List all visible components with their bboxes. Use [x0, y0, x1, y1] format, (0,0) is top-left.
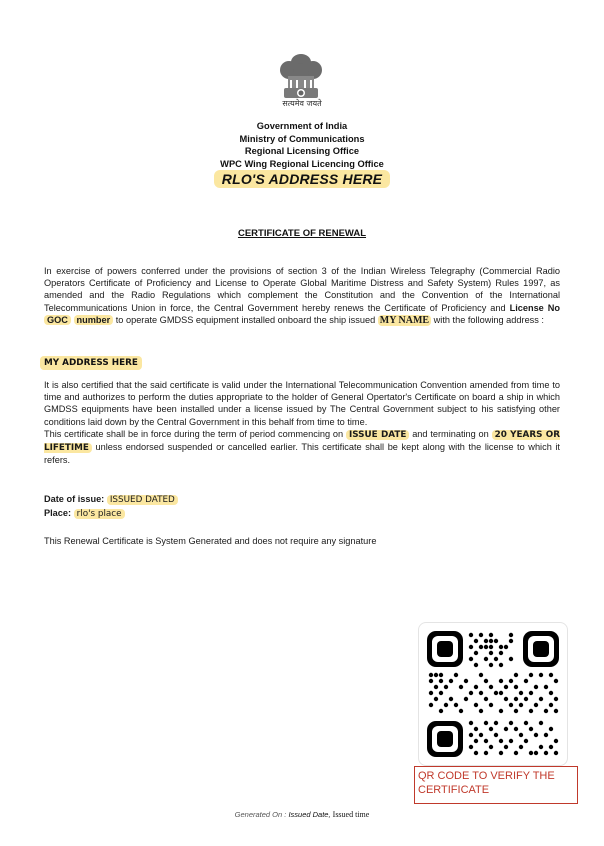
date-of-issue-label: Date of issue:	[44, 494, 105, 504]
holder-name-field: MY NAME	[379, 314, 430, 326]
rlo-address: RLO'S ADDRESS HERE	[214, 170, 390, 188]
renewal-paragraph: In exercise of powers conferred under the provisions of section 3 of the Indian Wireless Telegraphy (Commercial Radio Operators Certificate of Proficiency and License to Operate Global Maritime Distress and Safety System) Rules 1997, as amended and the Radio Regulations which complement the Constitution and the Convention of the International Telecommunications Union in force, the Central Government hereby renews the Certificate of Proficiency and License No GOC number to operate GMDSS equipment installed onboard the ship issued MY NAME with the following address :	[44, 266, 561, 326]
generated-on-footer	[0, 810, 604, 819]
emblem-motto: सत्यमेव जयते	[282, 99, 322, 108]
generated-on-label: Generated On :	[234, 810, 287, 819]
place-value: rlo's place	[74, 509, 125, 519]
generated-time: Issued time	[332, 810, 370, 819]
qr-code-icon	[419, 623, 567, 765]
header-line-office: Regional Licensing Office	[244, 146, 360, 156]
goc-number-field: number	[74, 315, 114, 325]
header-line-wing: WPC Wing Regional Licencing Office	[220, 158, 384, 169]
generated-date: Issued Date,	[288, 810, 331, 819]
holder-address-field: MY ADDRESS HERE	[40, 356, 142, 370]
qr-caption: QR CODE TO VERIFY THE CERTIFICATE	[414, 766, 578, 804]
issue-details	[44, 493, 560, 521]
issue-date-field: ISSUE DATE	[346, 430, 409, 440]
issuing-authority-header	[0, 120, 604, 188]
goc-field: GOC	[44, 315, 71, 325]
verification-qr-code	[418, 622, 568, 766]
place-label: Place:	[44, 508, 72, 518]
header-line-government: Government of India	[256, 121, 348, 131]
validity-paragraph: It is also certified that the said certificate is valid under the International Telecommunication Convention amended from time to time and authorizes to perform the duties appropriate to the holder of General Opertator's Certificate on board a ship in which GMDSS equipments have been installed under a license issued by The Central Government subject to his satisfying other conditions laid down by the Central Government in this behalf from time to time. This certificate shall be in force during the term of period commencing on ISSUE DATE and terminating on 20 YEARS OR LIFETIME unless endorsed suspended or cancelled earlier. This certificate shall be kept along with the license to which it refers.	[44, 380, 561, 466]
date-of-issue-value: ISSUED DATED	[107, 495, 178, 505]
license-no-label: License No	[509, 302, 561, 313]
validity-term-field: 20 YEARS OR LIFETIME	[44, 429, 561, 454]
holder-address	[40, 352, 142, 370]
certificate-title: CERTIFICATE OF RENEWAL	[237, 228, 367, 239]
header-line-ministry: Ministry of Communications	[239, 133, 365, 144]
system-generated-note: This Renewal Certificate is System Generated and does not require any signature	[44, 536, 377, 546]
